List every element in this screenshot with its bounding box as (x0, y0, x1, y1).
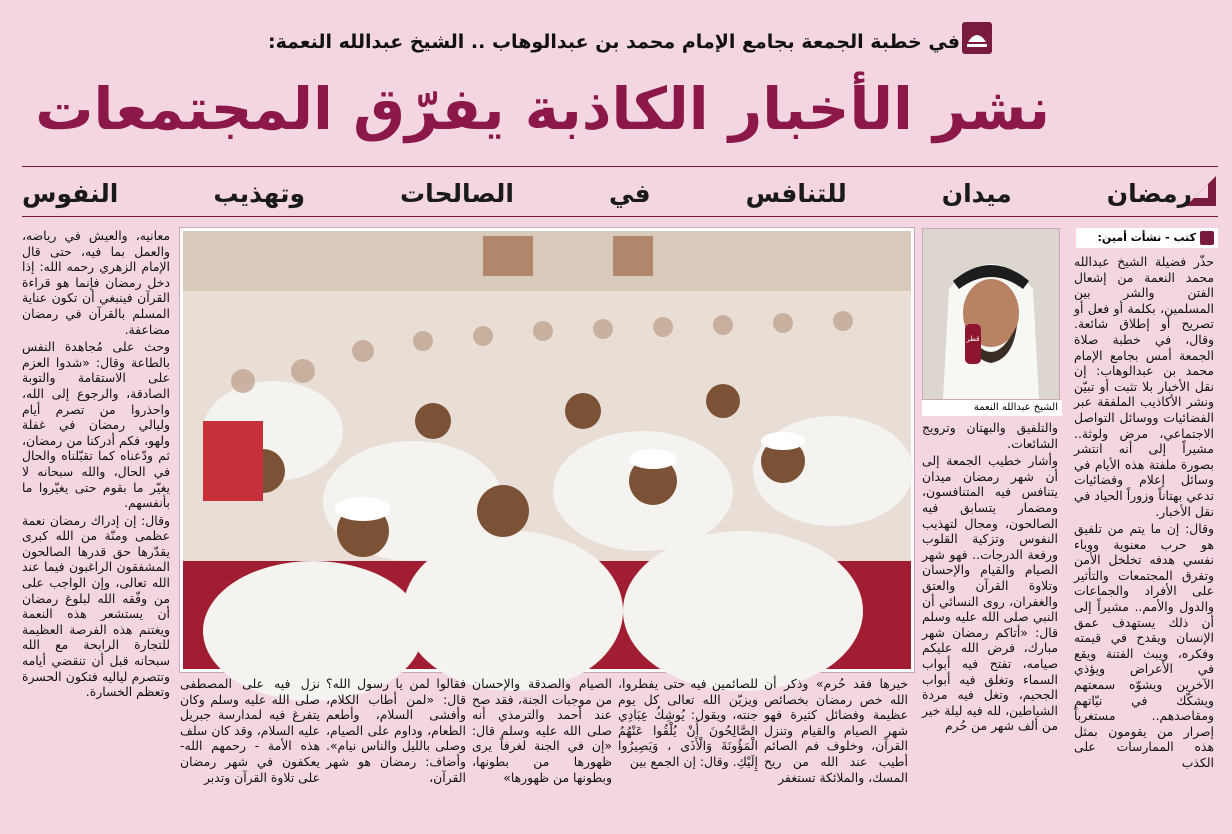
subhead: رمضان ميدان للتنافس في الصالحات وتهذيب النفوس (22, 179, 1192, 208)
kicker: في خطبة الجمعة بجامع الإمام محمد بن عبدالوهاب .. الشيخ عبدالله النعمة: (268, 31, 960, 53)
article-column-1 (1074, 254, 1214, 826)
byline-icon (1200, 231, 1214, 245)
byline (1076, 228, 1218, 248)
byline-text: كتب - نشأت أمين: (1097, 231, 1196, 244)
divider (22, 166, 1218, 167)
article-column-3 (22, 228, 170, 700)
paragraph: وقال: إن إدراك رمضان نعمة عظمى ومنّة من الله كبرى يقدّرها حق قدرها الصالحون المشفقون الراغبون فيما عند الله تعالى، وإن الواجب على من وفّقه الله لبلوغ رمضان أن يستشعر هذه النعمة ويغتنم هذه الفرصة العظيمة للتجارة الرابحة مع الله سبحانه قبل أن تنقضي أيامه وتتصرم لياليه فتكون الحسرة وتعظم الخسارة. (22, 512, 170, 700)
paragraph: والتلفيق والبهتان وترويج الشائعات. (922, 420, 1058, 451)
mosque-crowd-photo (180, 228, 914, 672)
paragraph: حذّر فضيلة الشيخ عبدالله محمد النعمة من إشعال الفتن والشر بين المسلمين، بكلمة أو فعل أو تصريح أو إطلاق شائعة. وقال، في خطبة صلاة الجمعة أمس بجامع الإمام محمد بن عبدالوهاب: إن نقل الأخبار بلا تثبت أو تبيّن ونشر الأكاذيب الملفقة عبر الفضائيات ووسائل التواصل الاجتماعي، مرض ولوثة.. مشيراً إلى أنه انتشر بصورة ملفتة هذه الأيام في وسائل إعلام وفضائيات تدعي بهتاناً وزوراً الحياد في نقل الأخبار. (1074, 254, 1214, 519)
paragraph: وحث على مُجاهدة النفس بالطاعة وقال: «شدوا العزم على الاستقامة والتوبة الصادقة، والرجوع إلى الله، واحذروا من تصرم أيام وليالي رمضان في غفلة ولهو، فكم أدركنا من رمضان، ثم ودّعناه كما تقبّلناه والحال في الحال، والله سبحانه لا يغيّر ما بقوم حتى يغيّروا ما بأنفسهم. (22, 339, 170, 511)
paragraph: وأشار خطيب الجمعة إلى أن شهر رمضان ميدان يتنافس فيه المتنافسون، ومضمار يتسابق فيه الصالحون، ومجال لتهذيب النفوس وتزكية القلوب ورفعة الدرجات.. فهو شهر الصيام والقيام والإحسان وتلاوة القرآن والعتق والغفران، روى النسائي أن النبي صلى الله عليه وسلم قال: «أتاكم رمضان شهر مبارك، فرض الله عليكم صيامه، تفتح فيه أبواب السماء وتغلق فيه أبواب الجحيم، وتغل فيه مردة الشياطين، لله فيه ليلة خير من ألف شهر من حُرم (922, 453, 1058, 734)
divider (22, 216, 1218, 217)
portrait-caption: الشيخ عبدالله النعمة (922, 400, 1062, 416)
speaker-portrait (922, 228, 1060, 400)
newspaper-logo-icon (962, 22, 992, 54)
bottom-column-4: فقالوا لمن يا رسول الله؟ قال: «لمن أطاب الكلام، وأفشى السلام، وأطعم الطعام، وداوم على الصيام، وصلى بالليل والناس نيام». وأضاف: رمضان هو شهر القرآن، (326, 676, 466, 785)
headline: نشر الأخبار الكاذبة يفرّق المجتمعات (35, 75, 1050, 143)
bottom-column-3: الصيام والصدقة والإحسان من موجبات الجنة، فقد صح عند أحمد والترمذي أنه صلى الله عليه وسلم قال: «إن في الجنة لغرفاً يرى ظهورها من بطونها، وبطونها من ظهورها» (472, 676, 612, 785)
bottom-column-5: نزل فيه على المصطفى صلى الله عليه وسلم وكان يتفرغ فيه لمدارسة جبريل عليه السلام، وقد كان سلف هذه الأمة - رحمهم الله- يعكفون في شهر رمضان على تلاوة القرآن وتدبر (180, 676, 320, 785)
bottom-column-1: خيرها فقد حُرم» وذكر أن الله خص رمضان بخصائص عظيمة وفضائل كثيرة فهو شهر الصيام والقيام وتنزل القرآن، وخلوف فم الصائم أطيب عند الله من ريح المسك، والملائكة تستغفر (764, 676, 908, 785)
paragraph: معانيه، والعيش في رياضه، والعمل بما فيه، حتى قال الإمام الزهري رحمه الله: إذا دخل رمضان فإنما هو قراءة القرآن فينبغي أن تكون عناية المسلم بالقرآن في رمضان مضاعفة. (22, 228, 170, 337)
bottom-column-2: للصائمين فيه حتى يفطروا، ويزيّن الله تعالى كل يوم جنته، ويقول: يُوشِكُ عِبَادِي الصَّالِحُونَ أَنْ يُلْقُوا عَنْهُمُ الْمَؤُونَةَ وَالْأَذَى ، وَيَصِيرُوا إِلَيْكِ. وقال: إن الجمع بين (618, 676, 758, 769)
article-column-2 (922, 420, 1058, 826)
paragraph: وقال: إن ما يتم من تلفيق هو حرب معنوية ووباء نفسي هدفه تخلخل الأمن وتفرق المجتمعات والتأثير على الأفراد والجماعات والدول والأمم.. مشيراً إلى أن ذلك يستهدف عمق الإنسان ويقدح في قيمته وفكره، ويبث الفتنة ويقع في الأعراض ويؤذي الآخرين ويشوّه سمعتهم ويشكّك في نيّاتهم ومقاصدهم.. مستغرباً إصرار من يقومون بمثل هذه الممارسات على الكذب (1074, 521, 1214, 770)
mic-label: قطر (966, 335, 980, 343)
